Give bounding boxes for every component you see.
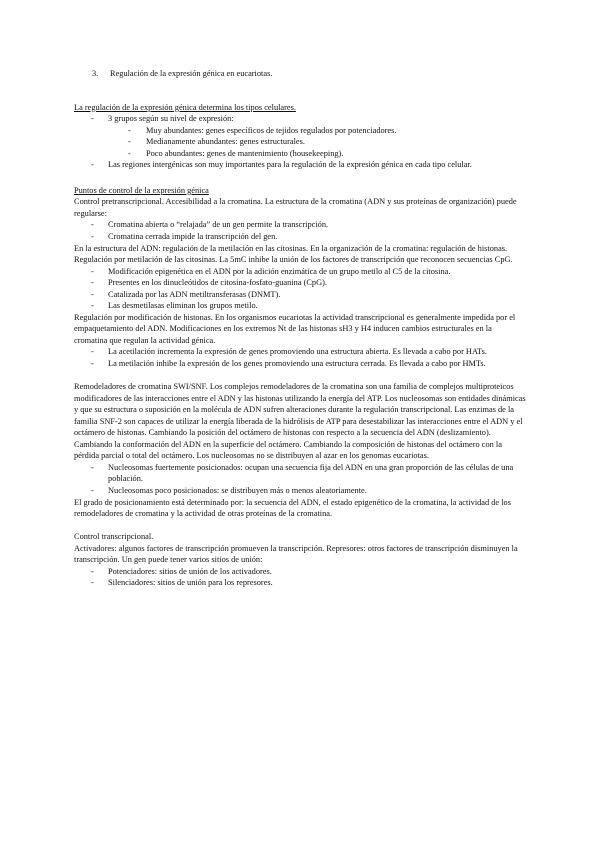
section-heading [92, 68, 526, 80]
sub-list-item: - Poco abundantes: genes de mantenimiento (housekeeping). [74, 148, 526, 160]
section1-list [74, 113, 526, 171]
heading-text: Regulación de la expresión génica en eucariotas. [110, 69, 273, 78]
paragraph: En la estructura del ADN: regulación de la metilación en las citosinas. En la organización de la cromatina: regulación de histonas. [74, 243, 508, 253]
document-page [74, 68, 526, 589]
section4-title: Control transcripcional. [74, 532, 154, 542]
list-item: - Silenciadores: sitios de unión para los represores. [74, 577, 526, 589]
nucleosome-list [74, 462, 526, 497]
list-item: - Presentes en los dinucleótidos de citosina-fosfato-guanina (CpG). [74, 277, 526, 289]
list-item: - Nucleosomas poco posicionados: se distribuyen más o menos aleatoriamente. [74, 485, 526, 497]
section1-title: La regulación de la expresión génica determina los tipos celulares. [74, 102, 296, 112]
methylation-list [74, 266, 526, 312]
list-item: - Catalizada por las ADN metiltransferasas (DNMT). [74, 289, 526, 301]
list-item: - Potenciadores: sitios de unión de los activadores. [74, 566, 526, 578]
paragraph: Regulación por modificación de histonas. En los organismos eucariotas la actividad transcripcional es generalmente impedida por el empaquetamiento del ADN. Modificaciones en los extremos Nt de las histonas sH3 y H4 inducen cambios estructurales en la cromatina que regulan la actividad génica. [74, 312, 516, 345]
list-item: - La acetilación incrementa la expresión de genes promoviendo una estructura abierta. Es llevada a cabo por HATs. [74, 346, 526, 358]
paragraph: Control pretranscripcional. Accesibilidad a la cromatina. La estructura de la cromatina (ADN y sus proteínas de organización) puede regularse: [74, 197, 517, 218]
list-item: - Cromatina abierta o “relajada” de un gen permite la transcripción. [74, 219, 526, 231]
histone-list [74, 346, 526, 369]
list-item: - Las desmetilasas eliminan los grupos metilo. [74, 300, 526, 312]
section2-title: Puntos de control de la expresión génica [74, 185, 209, 195]
list-item: - Cromatina cerrada impide la transcripción del gen. [74, 231, 526, 243]
paragraph: Regulación por metilación de las citosinas. La 5mC inhibe la unión de los factores de transcripción que reconocen secuencias CpG. [74, 255, 513, 265]
sub-list-item: - Medianamente abundantes: genes estructurales. [74, 136, 526, 148]
sub-list-item: - Muy abundantes: genes específicos de tejidos regulados por potenciadores. [74, 125, 526, 137]
list-item: - Nucleosomas fuertemente posicionados: ocupan una secuencia fija del ADN en una gran proporción de las células de una población. [74, 462, 526, 485]
binding-sites-list [74, 566, 526, 589]
list-item: - La metilación inhibe la expresión de los genes promoviendo una estructura cerrada. Es llevada a cabo por HMTs. [74, 358, 526, 370]
list-item: - 3 grupos según su nivel de expresión: [74, 113, 526, 125]
heading-number: 3. [92, 69, 99, 78]
paragraph: Remodeladores de cromatina SWI/SNF. Los complejos remodeladores de la cromatina son una familia de complejos multiproteicos modificadores de las interacciones entre el ADN y las histonas utilizando la energía del ATP. Los nucleosomas son entidades dinámicas y que su estructura o suposición en la molécula de ADN sufren alteraciones durante la regulación transcripcional. Las enzimas de la familia SNF-2 son capaces de utilizar la energía liberada de la hidrólisis de ATP para desestabilizar las interacciones entre el ADN y el octámero de histonas. Cambiando la posición del octámero de histonas con respecto a la secuencia del ADN (deslizamiento). Cambiando la conformación del ADN en la superficie del octámero. Cambiando la composición de histonas del octámero con la pérdida parcial o total del octámero. Los nucleosomas no se distribuyen al azar en los genomas eucariotas. [74, 382, 526, 461]
paragraph: Activadores: algunos factores de transcripción promueven la transcripción. Represores: otros factores de transcripción disminuyen la transcripción. Un gen puede tener varios sitios de unión: [74, 543, 518, 565]
paragraph: El grado de posicionamiento está determinado por: la secuencia del ADN, el estado epigenético de la cromatina, la actividad de los remodeladores de cromatina y la actividad de otras proteínas de la cromatina. [74, 497, 511, 519]
list-item: - Modificación epigenética en el ADN por la adición enzimática de un grupo metilo al C5 de la citosina. [74, 266, 526, 278]
chromatin-list [74, 219, 526, 242]
list-item: - Las regiones intergénicas son muy importantes para la regulación de la expresión génica en cada tipo celular. [74, 159, 526, 171]
